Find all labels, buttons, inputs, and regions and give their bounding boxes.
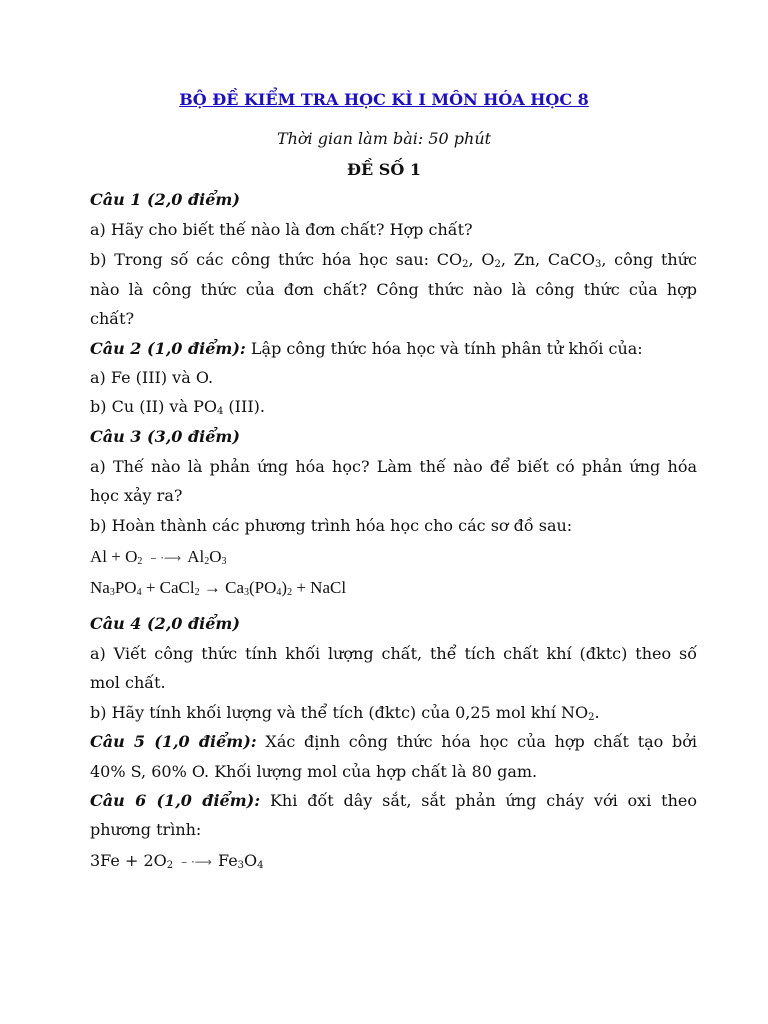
q2-part-b (90, 396, 697, 418)
sub: 3 (221, 556, 227, 567)
sub: 2 (462, 259, 469, 270)
q2-part-a: a) Fe (III) và O. (90, 368, 214, 387)
eq2-f: ) (281, 578, 288, 597)
q4-part-a-line1: a) Viết công thức tính khối lượng chất, thể tích chất khí (đktc) theo số (90, 644, 697, 663)
q4-b-suffix: . (594, 703, 600, 722)
sub: 3 (109, 587, 115, 598)
q1-b-prefix: b) Trong số các công thức hóa học sau: CO (90, 250, 463, 269)
q5-text: Xác định công thức hóa học của hợp chất tạo bởi (256, 732, 697, 751)
question-3-label (90, 426, 697, 448)
eq2-e: (PO (249, 578, 277, 597)
question-5-line2: 40% S, 60% O. Khối lượng mol của hợp chất là 80 gam. (90, 762, 538, 781)
sub: 3 (237, 860, 245, 871)
q4-part-a-line2: mol chất. (90, 673, 166, 692)
sub: 2 (204, 556, 210, 567)
q1-part-a: a) Hãy cho biết thế nào là đơn chất? Hợp chất? (90, 220, 473, 239)
question-2 (90, 338, 697, 360)
q6-heading: Câu 6 (1,0 điểm): (90, 791, 261, 810)
eq1-right2: O (209, 547, 222, 566)
exam-time: Thời gian làm bài: 50 phút (276, 129, 492, 148)
q6-text: Khi đốt dây sắt, sắt phản ứng cháy với oxi theo (260, 791, 698, 810)
eq2-d: Ca (225, 578, 244, 597)
dashed-arrow-icon: – ·⟶ (150, 551, 182, 565)
question-4-label (90, 613, 697, 635)
eq2-a: Na (90, 578, 110, 597)
eq2-g: + NaCl (292, 578, 347, 597)
eq2-c: + CaCl (141, 578, 195, 597)
question-5-line1 (90, 731, 697, 753)
sub: 3 (244, 587, 249, 598)
q1-b-mid2: , Zn, CaCO (500, 250, 595, 269)
q2-b-suffix: (III). (223, 397, 265, 416)
eq1-right: Al (187, 547, 205, 566)
q1-part-b-line1 (90, 249, 697, 271)
sub: 3 (594, 259, 602, 270)
exam-number: ĐỀ SỐ 1 (347, 160, 421, 179)
q6-eq-right: Fe (217, 851, 238, 870)
eq2-b: PO (114, 578, 137, 597)
q6-eq-right2: O (244, 851, 258, 870)
sub: 2 (494, 259, 501, 270)
q4-part-b (90, 702, 697, 724)
q1-part-b-line2: nào là công thức của đơn chất? Công thức nào là công thức của hợp (90, 280, 697, 299)
q4-b-prefix: b) Hãy tính khối lượng và thể tích (đktc) của 0,25 mol khí NO (90, 703, 589, 722)
arrow-icon: → (203, 578, 221, 597)
q6-eq-left: 3Fe + 2O (90, 851, 167, 870)
sub: 4 (257, 860, 264, 871)
q4-heading: Câu 4 (2,0 điểm) (90, 614, 240, 633)
q6-equation (90, 850, 697, 873)
sub: 4 (276, 587, 282, 598)
sub: 2 (137, 556, 143, 567)
q3-equation-1 (90, 546, 697, 569)
eq1-left: Al + O (90, 547, 138, 566)
question-6-line2: phương trình: (90, 820, 202, 839)
q3-part-a-line1: a) Thế nào là phản ứng hóa học? Làm thế nào để biết có phản ứng hóa (90, 457, 697, 476)
question-6-line1 (90, 790, 697, 812)
q3-heading: Câu 3 (3,0 điểm) (90, 427, 240, 446)
q1-part-b-line3: chất? (90, 309, 135, 328)
q5-heading: Câu 5 (1,0 điểm): (90, 732, 257, 751)
q2-text: Lập công thức hóa học và tính phân tử khối của: (245, 339, 643, 358)
dashed-arrow-icon: – ·⟶ (181, 855, 212, 869)
sub: 2 (287, 587, 293, 598)
q2-b-prefix: b) Cu (II) và PO (90, 397, 217, 416)
sub: 4 (216, 406, 224, 417)
q3-equation-2 (90, 577, 697, 599)
sub: 2 (194, 587, 200, 598)
q3-part-b: b) Hoàn thành các phương trình hóa học cho các sơ đồ sau: (90, 516, 573, 535)
q2-heading: Câu 2 (1,0 điểm): (90, 339, 246, 358)
sub: 2 (588, 712, 595, 723)
sub: 4 (136, 587, 142, 598)
q3-part-a-line2: học xảy ra? (90, 486, 183, 505)
question-1-label (90, 189, 697, 211)
q1-b-mid1: , O (468, 250, 495, 269)
document-title-link[interactable]: BỘ ĐỀ KIỂM TRA HỌC KÌ I MÔN HÓA HỌC 8 (179, 90, 589, 109)
q1-heading: Câu 1 (2,0 điểm) (90, 190, 240, 209)
sub: 2 (166, 860, 174, 871)
q1-b-suffix: , công thức (601, 250, 698, 269)
